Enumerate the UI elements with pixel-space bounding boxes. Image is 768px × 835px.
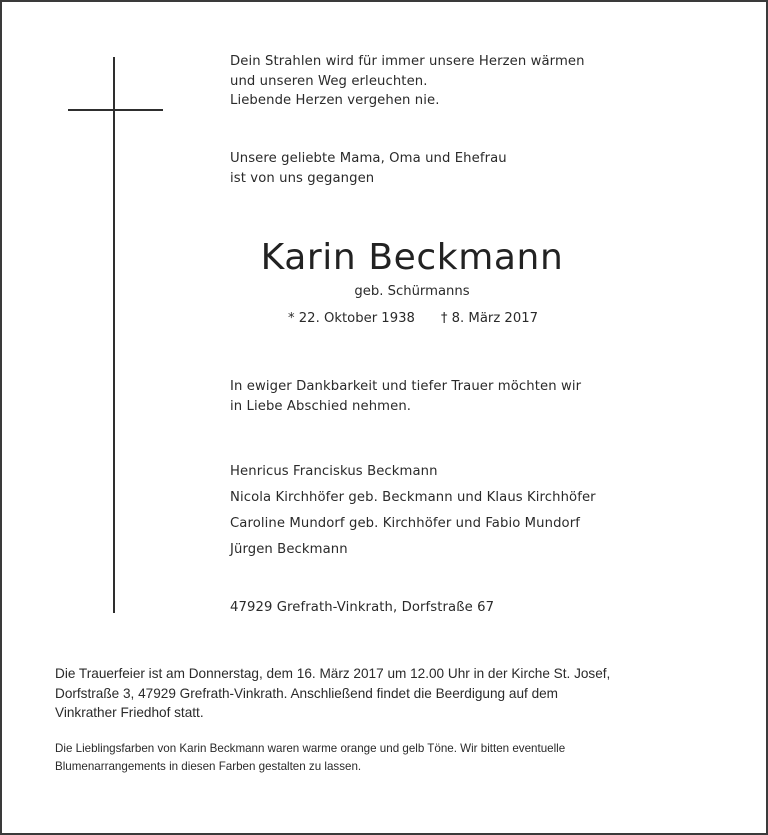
funeral-service-info (55, 664, 610, 723)
life-dates (288, 310, 538, 328)
poem-line: Liebende Herzen vergehen nie. (230, 93, 440, 108)
mourner-entry: Henricus Franciskus Beckmann (230, 464, 438, 479)
flowers-line: Blumenarrangements in diesen Farben gestalten zu lassen. (55, 759, 362, 773)
cross-icon-horizontal-beam (68, 109, 163, 111)
farewell-line: in Liebe Abschied nehmen. (230, 398, 412, 414)
flowers-line: Die Lieblingsfarben von Karin Beckmann waren warme orange und gelb Töne. Wir bitten eventuelle (55, 742, 566, 755)
service-line: Die Trauerfeier ist am Donnerstag, dem 16. März 2017 um 12.00 Uhr in der Kirche St. Josef, (55, 666, 611, 681)
cross-icon-vertical-beam (113, 57, 115, 613)
mourner-entry: Nicola Kirchhöfer geb. Beckmann und Klaus Kirchhöfer (230, 490, 596, 505)
flowers-note (55, 740, 565, 775)
deceased-name: Karin Beckmann (260, 237, 564, 278)
farewell-text (230, 377, 581, 416)
announcement-intro (230, 149, 507, 188)
death-date: † 8. März 2017 (440, 311, 538, 326)
mourner-entry: Caroline Mundorf geb. Kirchhöfer und Fabio Mundorf (230, 516, 580, 531)
poem-line: Dein Strahlen wird für immer unsere Herzen wärmen (230, 54, 585, 69)
maiden-name: geb. Schürmanns (354, 284, 470, 299)
birth-date: * 22. Oktober 1938 (288, 311, 415, 326)
mourners-list (230, 459, 596, 563)
memorial-poem (230, 52, 585, 111)
mourner-entry: Jürgen Beckmann (230, 542, 348, 557)
intro-line: ist von uns gegangen (230, 170, 375, 186)
service-line: Vinkrather Friedhof statt. (55, 705, 204, 720)
farewell-line: In ewiger Dankbarkeit und tiefer Trauer möchten wir (230, 379, 582, 394)
intro-line: Unsere geliebte Mama, Oma und Ehefrau (230, 151, 507, 166)
family-address: 47929 Grefrath-Vinkrath, Dorfstraße 67 (230, 600, 495, 615)
service-line: Dorfstraße 3, 47929 Grefrath-Vinkrath. Anschließend findet die Beerdigung auf dem (55, 685, 559, 701)
poem-line: und unseren Weg erleuchten. (230, 73, 428, 89)
